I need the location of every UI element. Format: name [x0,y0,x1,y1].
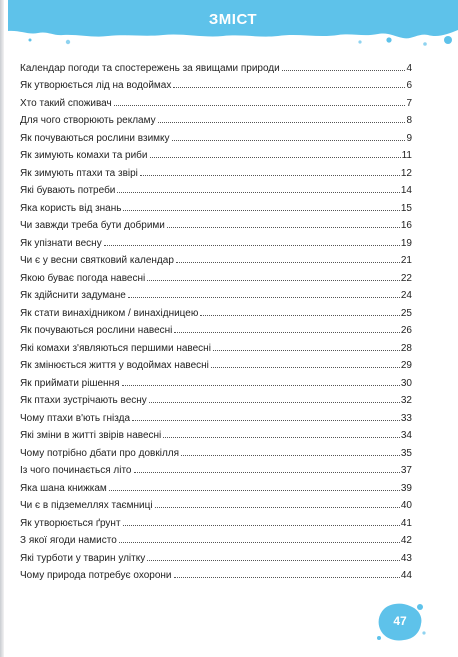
toc-entry-page: 9 [406,132,412,144]
dot-leader [174,332,399,333]
dot-leader [174,577,400,578]
toc-entry-page: 12 [400,167,412,179]
toc-entry-page: 28 [400,342,412,354]
dot-leader [155,507,400,508]
toc-entry-title: З якої ягоди намисто [20,535,117,546]
toc-entry [20,546,412,564]
toc-entry-page: 29 [400,360,412,371]
table-of-contents [20,56,412,581]
dot-leader [114,105,406,106]
page-spine-shadow [0,0,4,657]
toc-entry-title: Які бувають потреби [20,185,116,196]
toc-entry-title: Чи завжди треба бути добрими [20,220,165,231]
toc-entry-page: 21 [400,255,412,266]
toc-entry [20,564,412,582]
toc-entry [20,179,412,197]
dot-leader [213,350,400,351]
dot-leader [123,525,400,526]
dot-leader [172,140,406,141]
toc-entry-title: Які комахи з'являються першими навесні [20,342,211,354]
dot-leader [140,175,400,176]
toc-entry-page: 30 [400,377,412,389]
page-title: ЗМІСТ [208,11,258,28]
toc-entry [20,74,412,92]
toc-entry [20,459,412,477]
toc-entry-title: Хто такий споживач [20,97,112,109]
dot-leader [128,297,400,298]
toc-entry-title: Календар погоди та спостережень за явищами природи [20,62,280,74]
toc-entry-page: 24 [400,290,412,301]
toc-entry-title: Чи є у весни святковий календар [20,255,174,266]
toc-entry-title: Якою буває погода навесні [20,272,146,284]
toc-entry [20,196,412,214]
toc-entry [20,354,412,372]
toc-entry-page: 14 [400,185,412,196]
toc-entry-page: 39 [400,482,412,494]
toc-entry-page: 37 [400,465,412,476]
dot-leader [122,385,400,386]
dot-leader [176,262,400,263]
toc-entry-title: Як почуваються рослини взимку [20,132,170,144]
toc-entry [20,126,412,144]
toc-entry-title: Чому птахи в'ють гнізда [20,412,131,424]
toc-entry [20,494,412,512]
toc-entry-page: 43 [400,552,412,564]
toc-entry-title: Як почуваються рослини навесні [20,325,173,336]
dot-leader [167,227,400,228]
dot-leader [282,70,406,71]
toc-entry [20,319,412,337]
toc-entry-page: 16 [400,220,412,231]
toc-entry-page: 44 [400,570,412,581]
dot-leader [149,402,400,403]
toc-entry [20,144,412,162]
toc-entry [20,389,412,407]
toc-entry [20,336,412,354]
dot-leader [123,210,399,211]
dot-leader [158,122,406,123]
dot-leader [173,87,405,88]
toc-entry [20,511,412,529]
toc-entry-title: Із чого починається літо [20,465,132,476]
toc-entry-title: Чому природа потребує охорони [20,570,172,581]
toc-entry-title: Як стати винахідником / винахідницею [20,307,199,319]
toc-entry-title: Як зимують комахи та риби [20,150,148,161]
toc-entry [20,109,412,127]
toc-entry [20,424,412,442]
toc-entry-page: 8 [406,115,412,126]
toc-entry-page: 7 [406,97,412,109]
dot-leader [147,280,400,281]
dot-leader [150,157,401,158]
dot-leader [211,367,400,368]
dot-leader [117,192,399,193]
dot-leader [163,437,400,438]
dot-leader [104,245,400,246]
toc-entry-page: 11 [401,150,412,161]
toc-entry-page: 40 [400,500,412,511]
toc-entry-page: 19 [400,237,412,249]
toc-entry [20,284,412,302]
toc-entry [20,91,412,109]
dot-leader [119,542,400,543]
toc-entry-page: 25 [400,307,412,319]
toc-entry-page: 34 [400,430,412,441]
toc-entry-title: Чому потрібно дбати про довкілля [20,447,180,459]
toc-entry-title: Чи є в підземеллях таємниці [20,500,153,511]
toc-entry [20,441,412,459]
toc-entry [20,476,412,494]
toc-entry-page: 4 [406,62,412,74]
page-number: 47 [393,614,407,628]
toc-entry-page: 33 [400,412,412,424]
toc-entry-page: 6 [406,80,412,91]
toc-entry-title: Які турботи у тварин улітку [20,552,146,564]
toc-entry-page: 42 [400,535,412,546]
toc-entry [20,249,412,267]
toc-entry-title: Які зміни в житті звірів навесні [20,430,162,441]
dot-leader [147,560,400,561]
toc-entry-title: Як упізнати весну [20,237,102,249]
dot-leader [132,420,400,421]
toc-entry-title: Для чого створюють рекламу [20,115,156,126]
toc-entry [20,529,412,547]
toc-entry [20,371,412,389]
toc-entry-page: 35 [400,447,412,459]
dot-leader [200,315,400,316]
toc-entry-page: 15 [400,202,412,214]
toc-entry [20,161,412,179]
toc-entry [20,266,412,284]
toc-entry [20,214,412,232]
dot-leader [109,490,400,491]
toc-entry [20,301,412,319]
toc-entry-title: Як змінюється життя у водоймах навесні [20,360,209,371]
toc-entry-title: Яка користь від знань [20,202,122,214]
toc-entry [20,231,412,249]
toc-entry-page: 26 [400,325,412,336]
toc-entry-page: 22 [400,272,412,284]
toc-entry-title: Як утворюється лід на водоймах [20,80,172,91]
toc-entry-title: Як птахи зустрічають весну [20,395,147,406]
toc-entry-title: Як приймати рішення [20,377,120,389]
header-banner [8,0,458,46]
toc-entry-title: Як зимують птахи та звірі [20,167,138,179]
dot-leader [181,455,400,456]
dot-leader [134,472,400,473]
toc-entry-title: Як здійснити задумане [20,290,126,301]
toc-entry-title: Як утворюється ґрунт [20,517,121,529]
toc-entry-title: Яка шана книжкам [20,482,107,494]
toc-entry [20,56,412,74]
toc-entry [20,406,412,424]
toc-entry-page: 41 [400,517,412,529]
toc-entry-page: 32 [400,395,412,406]
